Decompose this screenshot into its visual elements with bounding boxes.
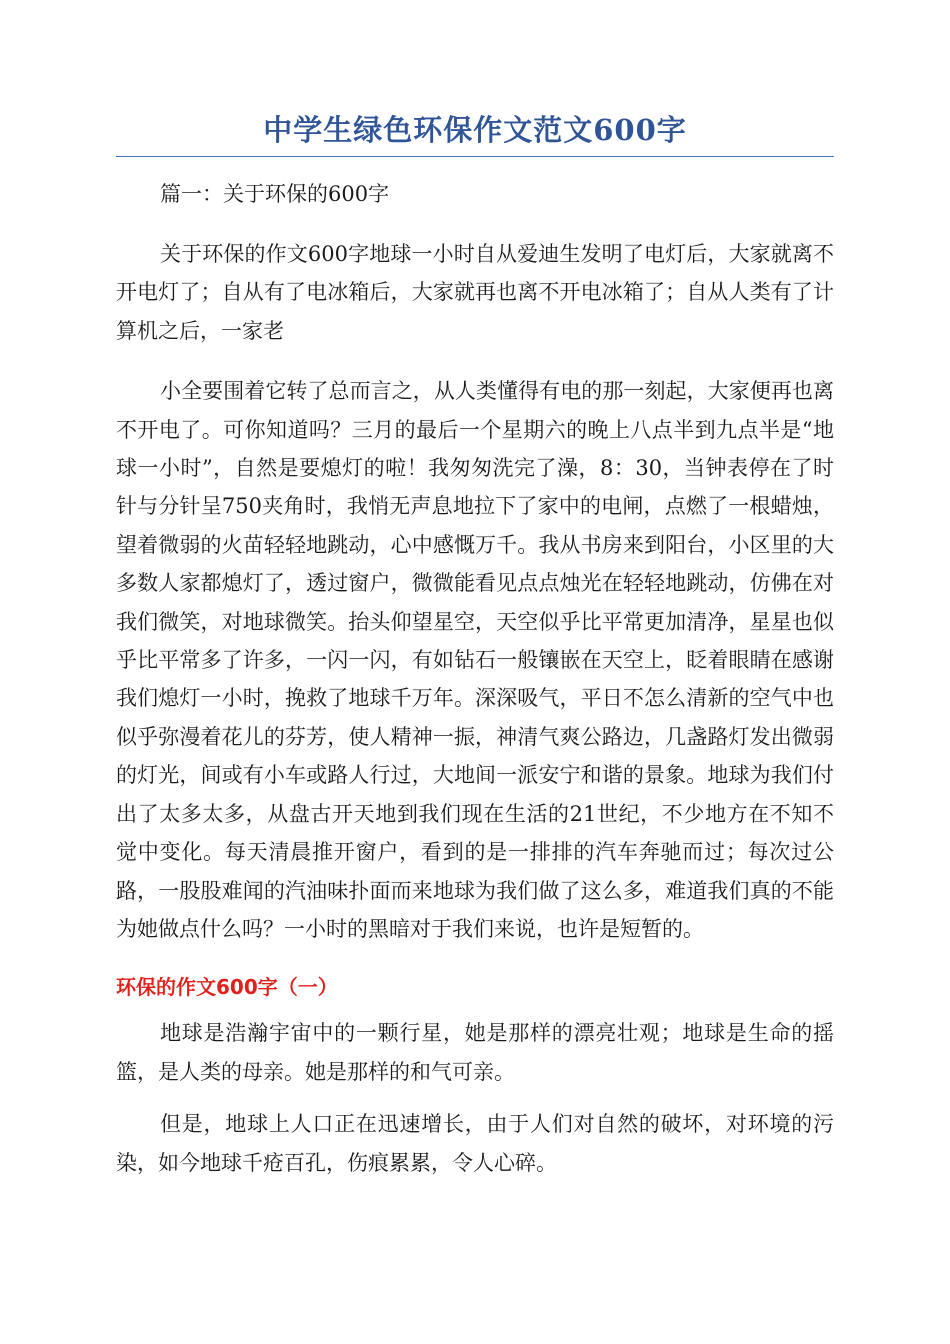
section-heading: 环保的作文600字（一）	[116, 975, 338, 1000]
section-paragraph-1: 地球是浩瀚宇宙中的一颗行星，她是那样的漂亮壮观；地球是生命的摇篮，是人类的母亲。她是那样的和气可亲。	[116, 1021, 834, 1084]
section-paragraph-2: 但是，地球上人口正在迅速增长，由于人们对自然的破坏，对环境的污染，如今地球千疮百孔，伤痕累累，令人心碎。	[116, 1112, 834, 1175]
document-page	[116, 110, 834, 1204]
article-subtitle: 篇一：关于环保的600字	[160, 182, 390, 206]
title-underline	[116, 156, 834, 157]
document-title: 中学生绿色环保作文范文600字	[263, 113, 687, 147]
paragraph-2: 小全要围着它转了总而言之，从人类懂得有电的那一刻起，大家便再也离不开电了。可你知道吗？三月的最后一个星期六的晚上八点半到九点半是“地球一小时”，自然是要熄灯的啦！我匆匆洗完了澡，8：30，当钟表停在了时针与分针呈750夹角时，我悄无声息地拉下了家中的电闸，点燃了一根蜡烛，望着微弱的火苗轻轻地跳动，心中感慨万千。我从书房来到阳台，小区里的大多数人家都熄灯了，透过窗户，微微能看见点点烛光在轻轻地跳动，仿佛在对我们微笑，对地球微笑。抬头仰望星空，天空似乎比平常更加清净，星星也似乎比平常多了许多，一闪一闪，有如钻石一般镶嵌在天空上，眨着眼睛在感谢我们熄灯一小时，挽救了地球千万年。深深吸气，平日不怎么清新的空气中也似乎弥漫着花儿的芬芳，使人精神一振，神清气爽公路边，几盏路灯发出微弱的灯光，间或有小车或路人行过，大地间一派安宁和谐的景象。地球为我们付出了太多太多，从盘古开天地到我们现在生活的21世纪，不少地方在不知不觉中变化。每天清晨推开窗户，看到的是一排排的汽车奔驰而过；每次过公路，一股股难闻的汽油味扑面而来地球为我们做了这么多，难道我们真的不能为她做点什么吗？一小时的黑暗对于我们来说，也许是短暂的。	[116, 379, 834, 941]
paragraph-1: 关于环保的作文600字地球一小时自从爱迪生发明了电灯后，大家就离不开电灯了；自从有了电冰箱后，大家就再也离不开电冰箱了；自从人类有了计算机之后，一家老	[116, 242, 834, 343]
